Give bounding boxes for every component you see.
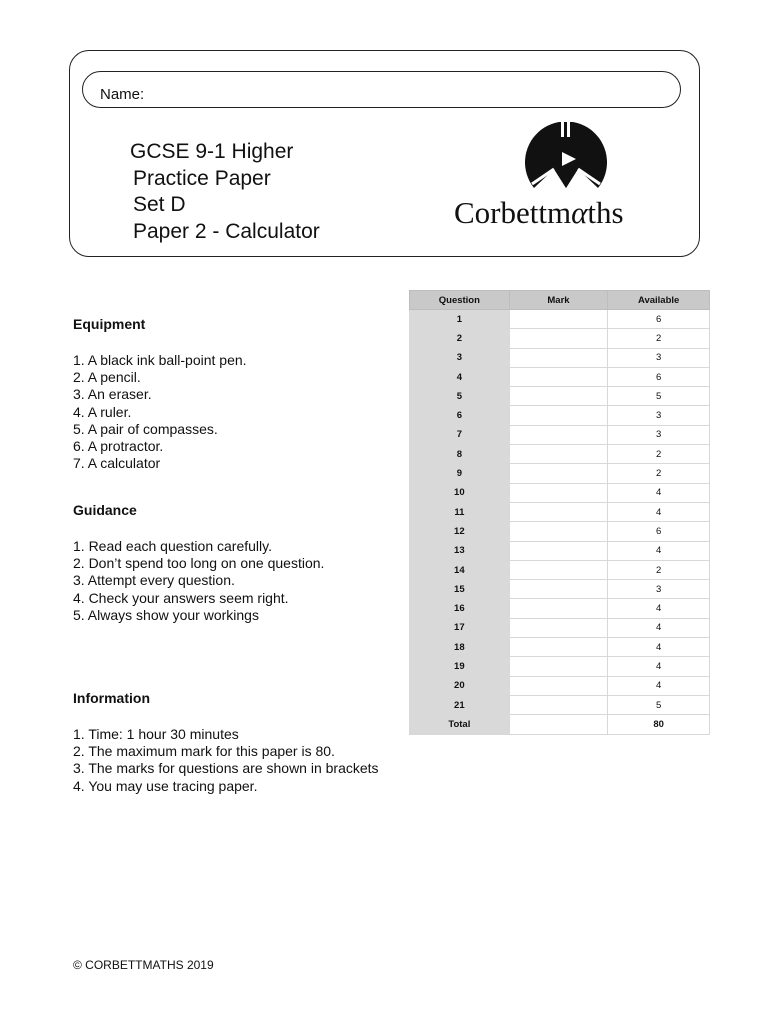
question-number: 5: [410, 387, 510, 406]
table-row: [410, 445, 710, 464]
list-item: 5. Always show your workings: [73, 606, 259, 623]
mark-cell[interactable]: [509, 657, 608, 676]
marks-table: [409, 290, 710, 735]
available-marks: 3: [608, 348, 710, 367]
guidance-section: [73, 502, 324, 624]
question-number: 9: [410, 464, 510, 483]
table-row: [410, 522, 710, 541]
paper-title: [130, 139, 320, 245]
copyright-footer: © CORBETTMATHS 2019: [73, 958, 214, 972]
list-item: 2. The maximum mark for this paper is 80.: [73, 743, 335, 760]
list-item: 4. Check your answers seem right.: [73, 589, 289, 606]
available-marks: 2: [608, 560, 710, 579]
question-number: 8: [410, 445, 510, 464]
table-row: [410, 387, 710, 406]
available-marks: 4: [608, 618, 710, 637]
mark-cell[interactable]: [509, 560, 608, 579]
mark-cell[interactable]: [509, 387, 608, 406]
question-number: 19: [410, 657, 510, 676]
list-item: 3. Attempt every question.: [73, 572, 235, 589]
table-row: [410, 638, 710, 657]
mark-cell[interactable]: [509, 425, 608, 444]
question-number: 1: [410, 310, 510, 329]
mark-cell[interactable]: [509, 676, 608, 695]
table-row: [410, 464, 710, 483]
table-row: [410, 310, 710, 329]
available-marks: 4: [608, 483, 710, 502]
guidance-list: [73, 538, 324, 624]
available-marks: 4: [608, 657, 710, 676]
question-number: 3: [410, 348, 510, 367]
table-row: [410, 657, 710, 676]
name-field[interactable]: [82, 71, 681, 108]
list-item: 5. A pair of compasses.: [73, 420, 218, 437]
list-item: 4. You may use tracing paper.: [73, 777, 258, 794]
logo-wordmark: [454, 195, 624, 231]
table-row: [410, 560, 710, 579]
question-number: 4: [410, 367, 510, 386]
table-row: [410, 676, 710, 695]
table-row: [410, 329, 710, 348]
mark-cell[interactable]: [509, 406, 608, 425]
mark-cell[interactable]: [509, 580, 608, 599]
column-header-mark: Mark: [509, 291, 608, 310]
available-marks: 4: [608, 541, 710, 560]
mark-cell[interactable]: [509, 541, 608, 560]
table-row: [410, 695, 710, 714]
total-label: Total: [410, 715, 510, 734]
available-marks: 4: [608, 676, 710, 695]
title-line-1: GCSE 9-1 Higher: [130, 140, 294, 163]
title-line-2: Practice Paper: [133, 166, 271, 190]
available-marks: 2: [608, 329, 710, 348]
question-number: 10: [410, 483, 510, 502]
list-item: 1. Time: 1 hour 30 minutes: [73, 726, 239, 742]
mark-cell[interactable]: [509, 367, 608, 386]
table-row: [410, 599, 710, 618]
available-marks: 6: [608, 522, 710, 541]
available-marks: 6: [608, 367, 710, 386]
marks-table-body: [410, 310, 710, 735]
available-marks: 5: [608, 695, 710, 714]
table-header-row: [410, 291, 710, 310]
information-heading: Information: [73, 690, 150, 706]
mark-cell[interactable]: [509, 483, 608, 502]
list-item: 1. Read each question carefully.: [73, 538, 272, 554]
mark-cell[interactable]: [509, 522, 608, 541]
mark-cell[interactable]: [509, 445, 608, 464]
total-available: 80: [608, 715, 710, 734]
available-marks: 3: [608, 425, 710, 444]
question-number: 6: [410, 406, 510, 425]
list-item: 3. An eraser.: [73, 386, 152, 403]
mark-cell[interactable]: [509, 618, 608, 637]
information-section: [73, 690, 379, 795]
list-item: 3. The marks for questions are shown in brackets: [73, 760, 379, 777]
title-line-3: Set D: [133, 193, 186, 216]
table-row: [410, 425, 710, 444]
question-number: 13: [410, 541, 510, 560]
list-item: 1. A black ink ball-point pen.: [73, 352, 247, 368]
question-number: 15: [410, 580, 510, 599]
available-marks: 3: [608, 406, 710, 425]
name-label: Name:: [100, 86, 145, 103]
available-marks: 6: [608, 310, 710, 329]
question-number: 14: [410, 560, 510, 579]
list-item: 4. A ruler.: [73, 403, 132, 420]
available-marks: 4: [608, 599, 710, 618]
list-item: 2. A pencil.: [73, 369, 141, 386]
equipment-list: [73, 352, 247, 472]
mark-cell[interactable]: [509, 348, 608, 367]
list-item: 6. A protractor.: [73, 438, 164, 455]
mark-cell[interactable]: [509, 329, 608, 348]
mark-cell[interactable]: [509, 638, 608, 657]
equipment-heading: Equipment: [73, 316, 146, 332]
information-list: [73, 726, 379, 795]
question-number: 7: [410, 425, 510, 444]
question-number: 11: [410, 502, 510, 521]
table-row: [410, 483, 710, 502]
available-marks: 4: [608, 502, 710, 521]
question-number: 21: [410, 695, 510, 714]
mark-cell[interactable]: [509, 695, 608, 714]
question-number: 20: [410, 676, 510, 695]
available-marks: 2: [608, 464, 710, 483]
table-row: [410, 618, 710, 637]
table-row: [410, 580, 710, 599]
logo-text-a: Corbettm: [454, 195, 572, 230]
question-number: 16: [410, 599, 510, 618]
mark-cell[interactable]: [509, 310, 608, 329]
list-item: 2. Don’t spend too long on one question.: [73, 555, 325, 572]
column-header-question: Question: [410, 291, 510, 310]
question-number: 18: [410, 638, 510, 657]
available-marks: 4: [608, 638, 710, 657]
available-marks: 2: [608, 445, 710, 464]
available-marks: 5: [608, 387, 710, 406]
list-item: 7. A calculator: [73, 455, 161, 472]
logo-text-b: ths: [587, 195, 624, 230]
table-row: [410, 348, 710, 367]
column-header-available: Available: [608, 291, 710, 310]
mark-cell[interactable]: [509, 502, 608, 521]
question-number: 2: [410, 329, 510, 348]
table-row: [410, 367, 710, 386]
question-number: 17: [410, 618, 510, 637]
mark-cell[interactable]: [509, 464, 608, 483]
equipment-section: [73, 316, 247, 472]
table-row: [410, 541, 710, 560]
table-row: [410, 406, 710, 425]
guidance-heading: Guidance: [73, 502, 137, 518]
total-row: [410, 715, 710, 734]
logo-text-alpha: α: [571, 195, 588, 230]
mark-cell[interactable]: [509, 599, 608, 618]
title-line-4: Paper 2 - Calculator: [133, 219, 320, 243]
question-number: 12: [410, 522, 510, 541]
available-marks: 3: [608, 580, 710, 599]
table-row: [410, 502, 710, 521]
total-mark-cell[interactable]: [509, 715, 608, 734]
